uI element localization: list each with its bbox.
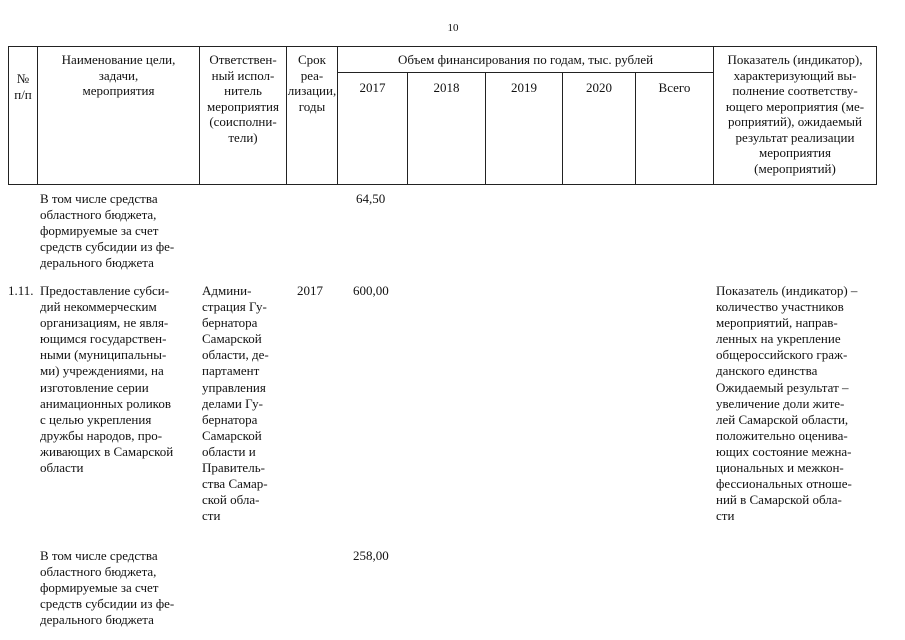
- header-year-2017: 2017: [359, 80, 386, 95]
- header-col-funding: Объем финансирования по годам, тыс. рублей: [397, 52, 654, 67]
- header-year-2019: 2019: [511, 80, 537, 95]
- row-amount-2017: 64,50: [356, 191, 386, 206]
- row-amount-2017: 258,00: [353, 548, 389, 563]
- header-year-2020: 2020: [586, 80, 612, 95]
- header-col-number: № п/п: [14, 71, 32, 102]
- row-name: В том числе средства областного бюджета, формируемые за счет средств субсидии из фе- дерального бюджета: [40, 548, 175, 628]
- header-col-right-edge: [876, 46, 877, 185]
- row-responsible: Админи- страция Гу- бернатора Самарской области, де- партамент управления делами Гу- бернатора Самарской области и Правитель- ства Самар- ской обла- сти: [202, 283, 269, 524]
- header-total: Всего: [658, 80, 691, 95]
- row-term: 2017: [297, 283, 323, 298]
- header-top-border: [8, 46, 877, 47]
- header-col-term: Срок реа- лизации, годы: [287, 52, 337, 114]
- row-name: Предоставление субси- дий некоммерческим организациям, не явля- ющимся государствен- ными (муниципальны- ми) учреждениями, на изготовление серии анимационных роликов с целью укрепления дружбы народов, про- живающих в Самарской области: [40, 283, 174, 476]
- row-indicator: Показатель (индикатор) – количество участников мероприятий, направ- ленных на укрепление общероссийского граж- данского единства Ожидаемый результат – увеличение доли жите- лей Самарской области, положительно оценива- ющих состояние межна- циональных и межкон- фессиональных отноше- ний в Самарской обла- сти: [716, 283, 858, 524]
- header-bottom-border: [8, 184, 877, 185]
- header-col-indicator: Показатель (индикатор), характеризующий вы- полнение соответству- ющего мероприятия (ме- роприятий), ожидаемый результат реализации мероприятия (мероприятий): [725, 52, 865, 176]
- header-years-divider: [337, 72, 713, 73]
- page-number: 10: [447, 22, 459, 34]
- row-amount-2017: 600,00: [353, 283, 389, 298]
- header-col-responsible: Ответствен- ный испол- нитель мероприятия (соисполни- тели): [206, 52, 279, 145]
- header-year-2018: 2018: [433, 80, 460, 95]
- header-col-left-edge: [8, 46, 9, 185]
- row-number: 1.11.: [8, 283, 34, 298]
- header-col-name: Наименование цели, задачи, мероприятия: [61, 52, 176, 98]
- row-name: В том числе средства областного бюджета, формируемые за счет средств субсидии из фе- дерального бюджета: [40, 191, 175, 271]
